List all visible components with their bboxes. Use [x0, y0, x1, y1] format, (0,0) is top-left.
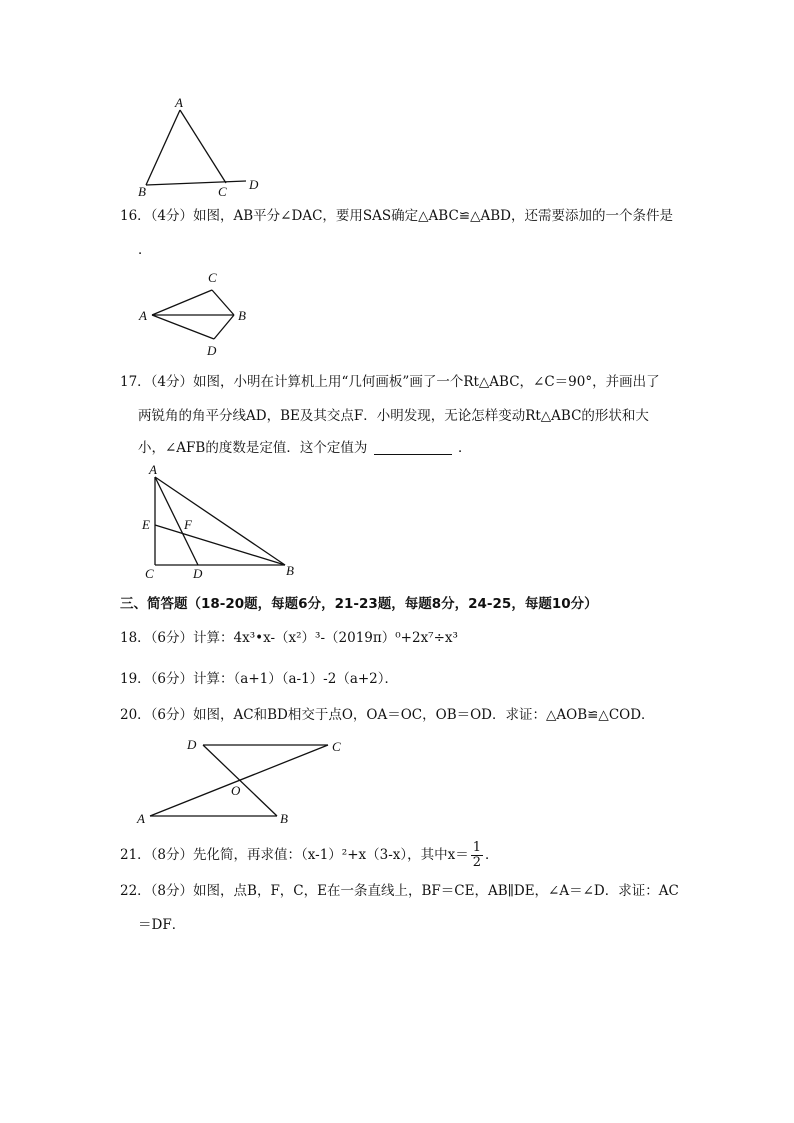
segment-ac: [180, 110, 226, 183]
question-17-line3: [138, 436, 471, 456]
label-b: B: [238, 308, 246, 323]
fraction-one-half: [471, 841, 483, 870]
label-a: A: [139, 308, 147, 323]
label-e: E: [142, 517, 150, 532]
segment-db: [203, 745, 277, 816]
quadrilateral-figure-16: [130, 268, 260, 363]
segment-ac: [152, 290, 212, 315]
question-21: [120, 840, 680, 870]
label-c: C: [332, 739, 341, 754]
answer-blank[interactable]: [374, 440, 452, 455]
label-d: D: [249, 177, 259, 192]
question-17-line3-text: 小，∠AFB的度数是定值．这个定值为: [138, 440, 368, 456]
question-17-line3-end: ．: [457, 440, 472, 456]
question-22-line2: ＝DF．: [138, 917, 186, 933]
segment-ab: [146, 110, 180, 185]
question-22-line1: 22．（8分）如图，点B，F，C，E在一条直线上，BF＝CE，AB∥DE，∠A＝∠D．求证：AC: [120, 883, 679, 899]
question-20: 20．（6分）如图，AC和BD相交于点O，OA＝OC，OB＝OD．求证：△AOB≌△COD．: [120, 707, 655, 723]
question-17-line2: 两锐角的角平分线AD，BE及其交点F．小明发现，无论怎样变动Rt△ABC的形状和大: [138, 408, 649, 424]
segment-cb: [212, 290, 234, 315]
segment-ab: [155, 477, 285, 565]
crossing-triangles-figure-20: [133, 733, 363, 828]
segment-bd: [146, 181, 246, 185]
question-18: 18．（6分）计算：4x³•x-（x²）³-（2019π）⁰+2x⁷÷x³: [120, 630, 458, 646]
question-21-text: 21．（8分）先化简，再求值：（x-1）²+x（3-x），其中x＝: [120, 847, 469, 863]
segment-be: [155, 525, 285, 565]
label-b: B: [280, 811, 288, 826]
label-d: D: [193, 566, 203, 581]
fraction-denominator: 2: [472, 855, 482, 870]
label-b: B: [138, 184, 146, 199]
triangle-figure-15: [130, 92, 280, 202]
question-16-line2: ．: [138, 242, 152, 258]
label-c: C: [208, 270, 217, 285]
label-b: B: [286, 563, 294, 578]
label-f: F: [184, 517, 192, 532]
label-a: A: [137, 811, 145, 826]
segment-ac: [150, 745, 328, 816]
label-a: A: [149, 462, 157, 477]
question-17-line1: 17．（4分）如图，小明在计算机上用“几何画板”画了一个Rt△ABC，∠C＝90°，并画出了: [120, 374, 660, 390]
question-16: [120, 205, 680, 227]
question-19: 19．（6分）计算：（a+1）（a-1）-2（a+2）．: [120, 671, 399, 687]
label-d: D: [187, 737, 197, 752]
label-c: C: [218, 184, 227, 199]
question-16-line1: 16．（4分）如图，AB平分∠DAC，要用SAS确定△ABC≌△ABD，还需要添加的一个条件是: [120, 208, 673, 224]
segment-ad: [152, 315, 214, 339]
segment-db: [214, 315, 234, 339]
right-triangle-figure-17: [135, 460, 310, 585]
question-21-end: ．: [485, 847, 499, 863]
fraction-numerator: 1: [472, 840, 482, 855]
section-3-heading: 三、简答题（18-20题，每题6分，21-23题，每题8分，24-25，每题10分）: [120, 596, 598, 612]
label-a: A: [175, 95, 183, 110]
label-c: C: [145, 566, 154, 581]
label-o: O: [231, 783, 241, 798]
label-d: D: [207, 343, 217, 358]
